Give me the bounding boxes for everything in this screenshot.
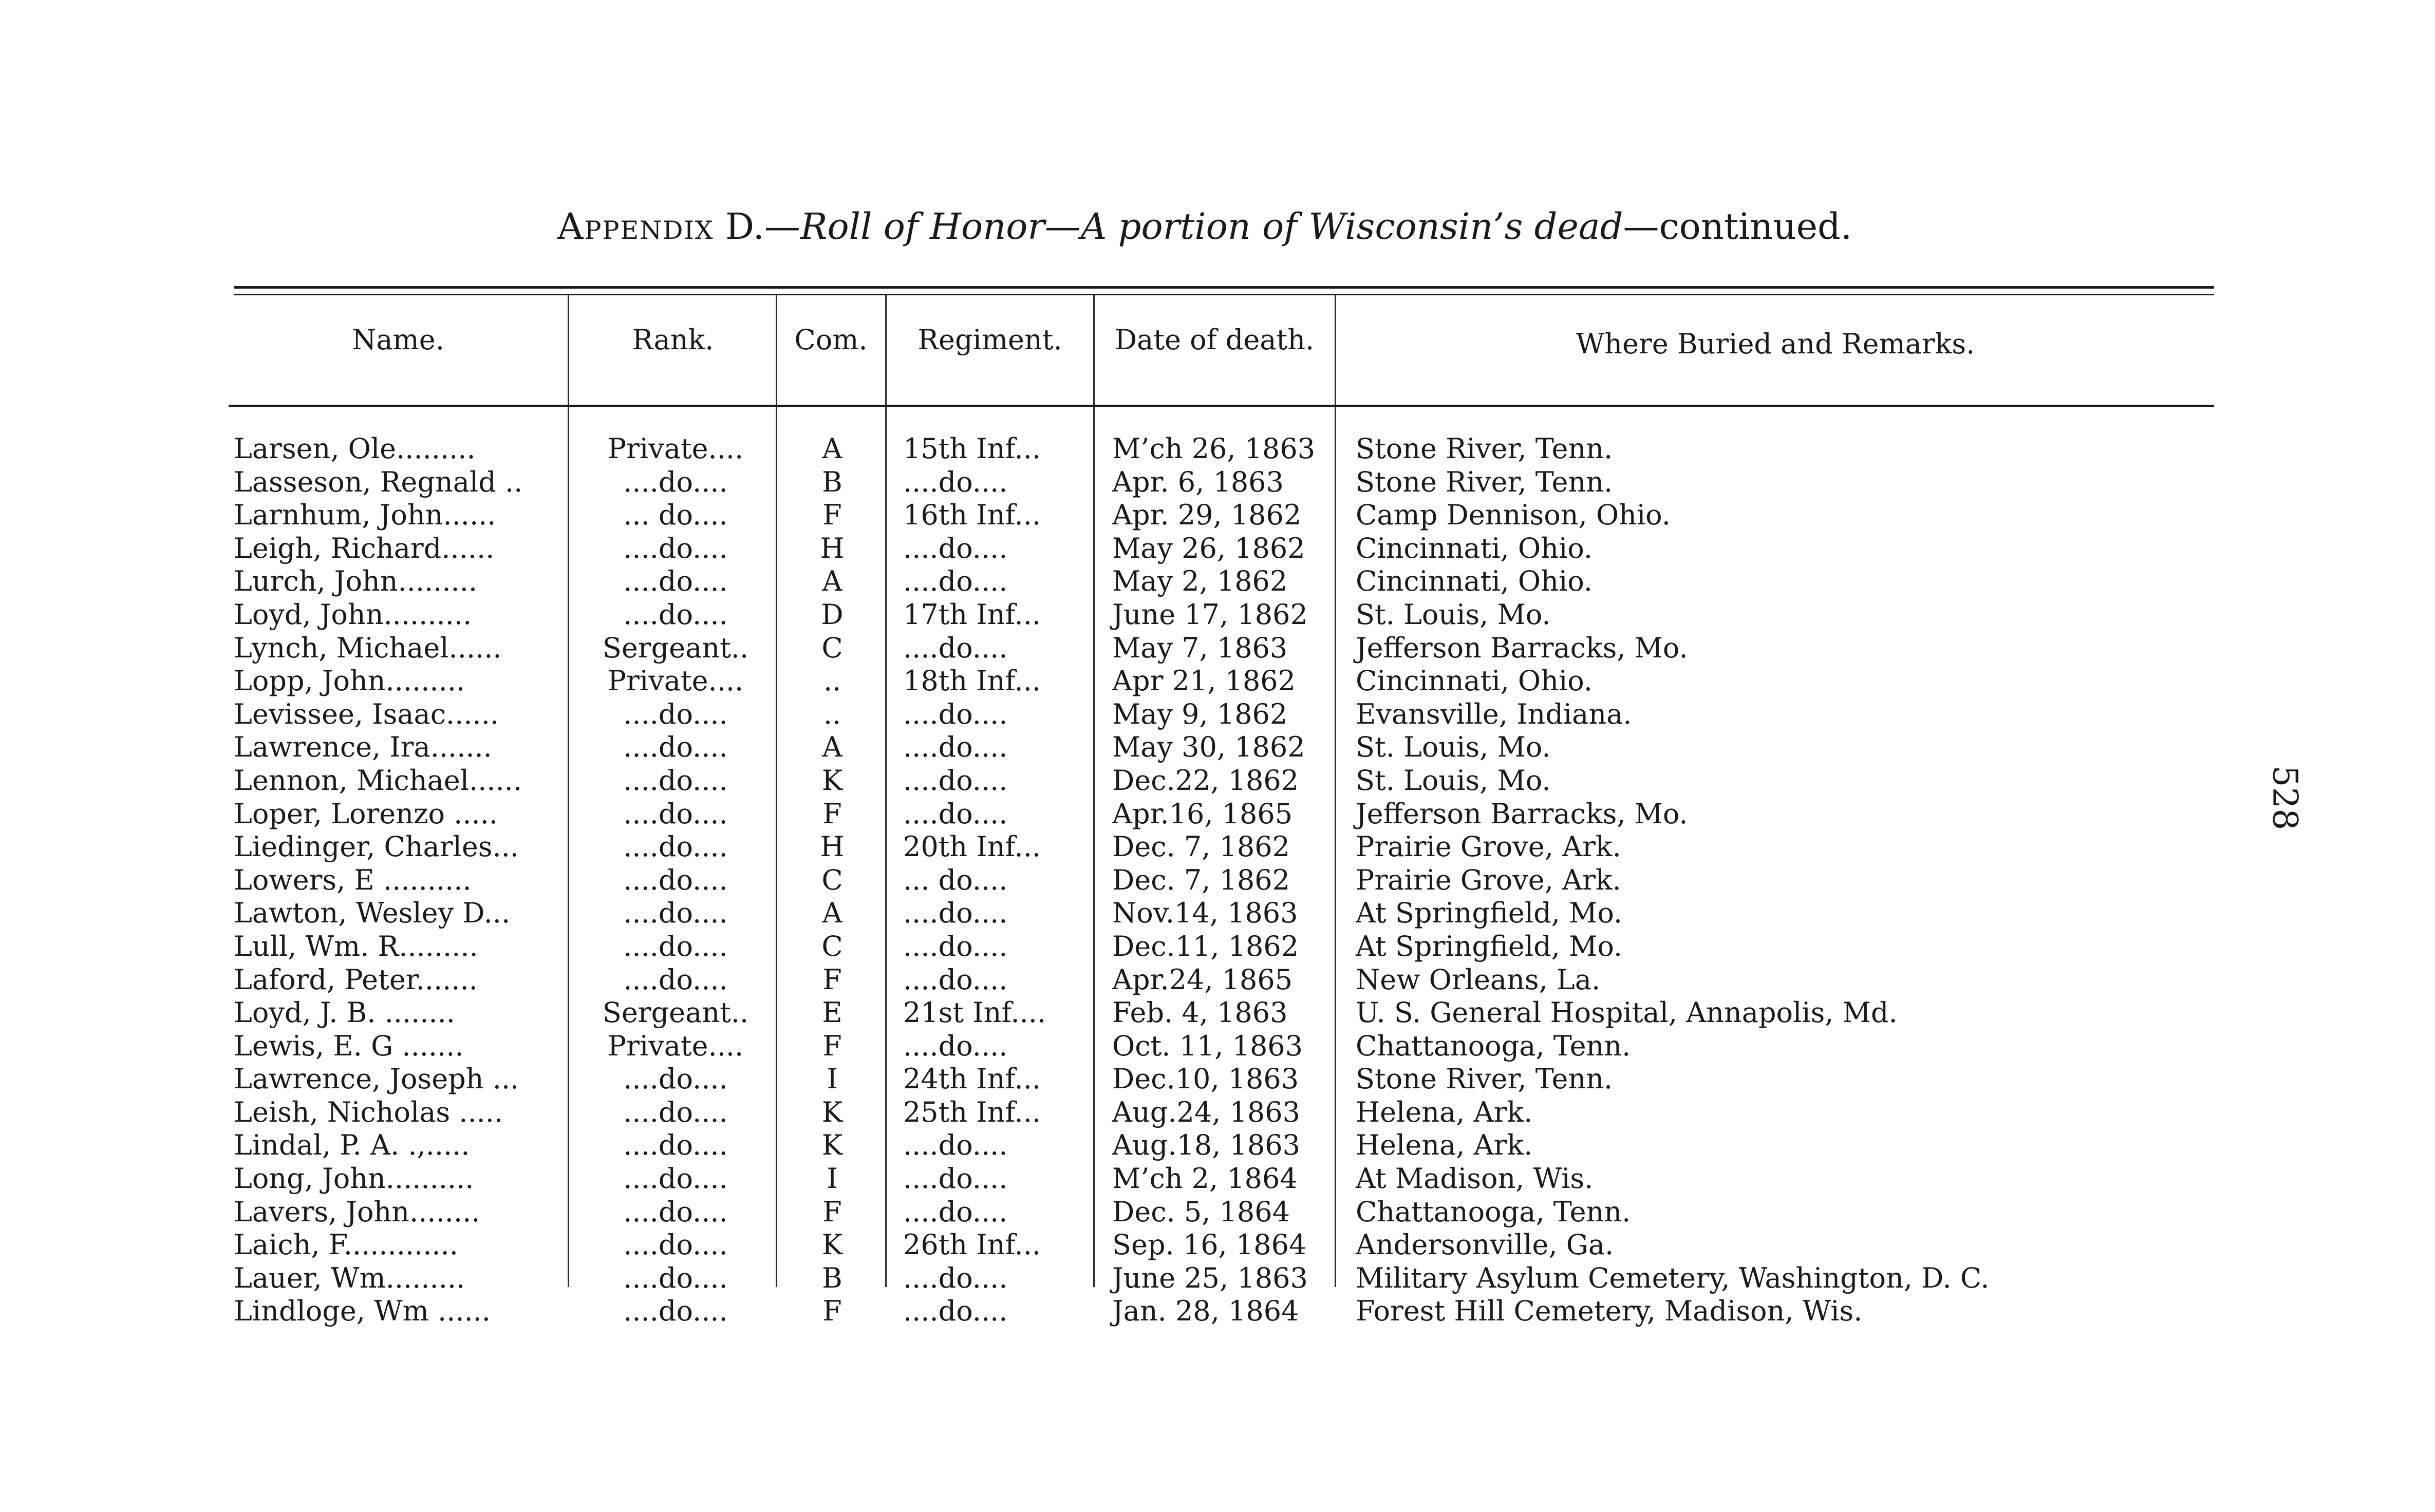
company-cell: A <box>822 897 842 930</box>
table-row <box>0 565 2435 598</box>
company-cell: F <box>822 963 842 996</box>
title-prefix: Appendix <box>557 205 714 248</box>
company-cell: H <box>820 830 845 863</box>
rank-cell: ....do.... <box>623 1129 728 1162</box>
rank-cell: ....do.... <box>623 465 728 498</box>
burial-place-cell: St. Louis, Mo. <box>1356 598 1551 631</box>
date-of-death-cell: M’ch 26, 1863 <box>1112 432 1316 465</box>
regiment-cell: 26th Inf... <box>903 1228 1041 1261</box>
name-cell: Laford, Peter....... <box>234 963 478 996</box>
name-cell: Lindal, P. A. .,..... <box>234 1129 470 1162</box>
burial-place-cell: Jefferson Barracks, Mo. <box>1356 631 1688 664</box>
company-cell: B <box>822 1261 842 1294</box>
regiment-cell: ....do.... <box>903 1295 1008 1328</box>
regiment-cell: ....do.... <box>903 930 1008 962</box>
company-cell: .. <box>823 665 841 697</box>
name-cell: Lull, Wm. R......... <box>234 930 478 962</box>
date-of-death-cell: Dec. 5, 1864 <box>1112 1195 1290 1228</box>
table-row <box>0 1295 2435 1328</box>
header-rank: Rank. <box>632 324 714 356</box>
rank-cell: ....do.... <box>623 1295 728 1328</box>
rank-cell: ....do.... <box>623 532 728 564</box>
table-row <box>0 598 2435 632</box>
burial-place-cell: Helena, Ark. <box>1356 1129 1533 1162</box>
rank-cell: Sergeant.. <box>602 996 749 1029</box>
company-cell: C <box>821 930 843 962</box>
name-cell: Loper, Lorenzo ..... <box>234 797 498 830</box>
table-row <box>0 731 2435 764</box>
company-cell: F <box>822 1195 842 1228</box>
name-cell: Loyd, John.......... <box>234 598 472 631</box>
company-cell: E <box>822 996 842 1029</box>
page-title <box>557 205 1852 248</box>
name-cell: Lawrence, Joseph ... <box>234 1063 519 1095</box>
date-of-death-cell: Jan. 28, 1864 <box>1112 1295 1299 1328</box>
regiment-cell: 25th Inf... <box>903 1095 1041 1128</box>
burial-place-cell: At Springfield, Mo. <box>1356 930 1623 962</box>
date-of-death-cell: Apr. 29, 1862 <box>1112 499 1302 532</box>
regiment-cell: ....do.... <box>903 1029 1008 1062</box>
company-cell: F <box>822 1029 842 1062</box>
regiment-cell: 21st Inf.... <box>903 996 1046 1029</box>
company-cell: H <box>820 532 845 564</box>
table-row <box>0 963 2435 997</box>
top-rule-thin <box>234 294 2214 295</box>
date-of-death-cell: June 25, 1863 <box>1112 1261 1308 1294</box>
burial-place-cell: Prairie Grove, Ark. <box>1356 830 1621 863</box>
date-of-death-cell: Dec. 7, 1862 <box>1112 830 1290 863</box>
table-row <box>0 897 2435 930</box>
table-row <box>0 1262 2435 1295</box>
name-cell: Lawton, Wesley D... <box>234 897 511 930</box>
company-cell: D <box>821 598 844 631</box>
title-suffix: —continued. <box>1623 205 1852 248</box>
table-row <box>0 996 2435 1030</box>
name-cell: Lowers, E .......... <box>234 863 472 896</box>
rank-cell: Sergeant.. <box>602 631 749 664</box>
header-where: Where Buried and Remarks. <box>1576 328 1975 360</box>
rank-cell: ....do.... <box>623 1228 728 1261</box>
title-italic: Roll of Honor—A portion of Wisconsin’s dead <box>800 205 1623 248</box>
company-cell: A <box>822 731 842 764</box>
name-cell: Liedinger, Charles... <box>234 830 519 863</box>
burial-place-cell: Stone River, Tenn. <box>1356 432 1613 465</box>
regiment-cell: 24th Inf... <box>903 1063 1041 1095</box>
title-letter: D.— <box>725 205 800 248</box>
regiment-cell: ....do.... <box>903 963 1008 996</box>
table-row <box>0 1162 2435 1196</box>
date-of-death-cell: Apr 21, 1862 <box>1112 665 1296 697</box>
company-cell: I <box>827 1063 838 1095</box>
date-of-death-cell: Dec.11, 1862 <box>1112 930 1299 962</box>
burial-place-cell: At Madison, Wis. <box>1356 1162 1594 1195</box>
table-row <box>0 1030 2435 1063</box>
date-of-death-cell: Sep. 16, 1864 <box>1112 1228 1307 1261</box>
name-cell: Laich, F............. <box>234 1228 458 1261</box>
roll-table-body <box>0 432 2435 1328</box>
regiment-cell: 18th Inf... <box>903 665 1041 697</box>
company-cell: .. <box>823 697 841 730</box>
regiment-cell: 17th Inf... <box>903 598 1041 631</box>
burial-place-cell: Evansville, Indiana. <box>1356 697 1632 730</box>
date-of-death-cell: M’ch 2, 1864 <box>1112 1162 1298 1195</box>
table-row <box>0 1196 2435 1229</box>
rank-cell: ....do.... <box>623 863 728 896</box>
table-row <box>0 1129 2435 1162</box>
rank-cell: ....do.... <box>623 1261 728 1294</box>
regiment-cell: ....do.... <box>903 731 1008 764</box>
regiment-cell: ....do.... <box>903 1195 1008 1228</box>
company-cell: K <box>821 1095 843 1128</box>
rank-cell: ....do.... <box>623 1095 728 1128</box>
date-of-death-cell: May 2, 1862 <box>1112 565 1288 598</box>
regiment-cell: ... do.... <box>903 863 1008 896</box>
company-cell: F <box>822 499 842 532</box>
regiment-cell: ....do.... <box>903 764 1008 797</box>
regiment-cell: ....do.... <box>903 697 1008 730</box>
rank-cell: ....do.... <box>623 830 728 863</box>
burial-place-cell: Chattanooga, Tenn. <box>1356 1195 1631 1228</box>
company-cell: A <box>822 432 842 465</box>
table-row <box>0 1096 2435 1129</box>
date-of-death-cell: Feb. 4, 1863 <box>1112 996 1288 1029</box>
name-cell: Larnhum, John...... <box>234 499 496 532</box>
rank-cell: ....do.... <box>623 897 728 930</box>
rank-cell: ....do.... <box>623 930 728 962</box>
company-cell: F <box>822 797 842 830</box>
rank-cell: ....do.... <box>623 963 728 996</box>
regiment-cell: 20th Inf... <box>903 830 1041 863</box>
name-cell: Lawrence, Ira....... <box>234 731 492 764</box>
burial-place-cell: Cincinnati, Ohio. <box>1356 665 1593 697</box>
name-cell: Larsen, Ole......... <box>234 432 476 465</box>
name-cell: Long, John.......... <box>234 1162 474 1195</box>
burial-place-cell: Stone River, Tenn. <box>1356 465 1613 498</box>
table-row <box>0 1063 2435 1096</box>
burial-place-cell: Cincinnati, Ohio. <box>1356 565 1593 598</box>
burial-place-cell: Forest Hill Cemetery, Madison, Wis. <box>1356 1295 1863 1328</box>
name-cell: Leish, Nicholas ..... <box>234 1095 503 1128</box>
name-cell: Leigh, Richard...... <box>234 532 495 564</box>
company-cell: C <box>821 631 843 664</box>
date-of-death-cell: June 17, 1862 <box>1112 598 1308 631</box>
regiment-cell: 15th Inf... <box>903 432 1041 465</box>
name-cell: Lavers, John........ <box>234 1195 480 1228</box>
burial-place-cell: St. Louis, Mo. <box>1356 731 1551 764</box>
table-row <box>0 532 2435 565</box>
burial-place-cell: Andersonville, Ga. <box>1356 1228 1614 1261</box>
table-row <box>0 632 2435 665</box>
company-cell: C <box>821 863 843 896</box>
rank-cell: ....do.... <box>623 797 728 830</box>
table-row <box>0 798 2435 831</box>
company-cell: A <box>822 565 842 598</box>
burial-place-cell: U. S. General Hospital, Annapolis, Md. <box>1356 996 1898 1029</box>
burial-place-cell: At Springfield, Mo. <box>1356 897 1623 930</box>
rank-cell: ....do.... <box>623 731 728 764</box>
name-cell: Lurch, John......... <box>234 565 478 598</box>
name-cell: Lennon, Michael...... <box>234 764 522 797</box>
table-row <box>0 1228 2435 1262</box>
regiment-cell: ....do.... <box>903 1129 1008 1162</box>
burial-place-cell: Chattanooga, Tenn. <box>1356 1029 1631 1062</box>
page-number: 528 <box>2265 765 2305 830</box>
date-of-death-cell: May 7, 1863 <box>1112 631 1288 664</box>
header-com: Com. <box>794 324 868 356</box>
date-of-death-cell: Nov.14, 1863 <box>1112 897 1298 930</box>
table-row <box>0 764 2435 798</box>
burial-place-cell: St. Louis, Mo. <box>1356 764 1551 797</box>
name-cell: Lindloge, Wm ...... <box>234 1295 491 1328</box>
rank-cell: ....do.... <box>623 565 728 598</box>
rank-cell: ....do.... <box>623 598 728 631</box>
date-of-death-cell: Apr.24, 1865 <box>1112 963 1293 996</box>
table-row <box>0 665 2435 698</box>
table-row <box>0 466 2435 499</box>
table-row <box>0 499 2435 532</box>
rank-cell: ....do.... <box>623 1162 728 1195</box>
date-of-death-cell: May 26, 1862 <box>1112 532 1305 564</box>
burial-place-cell: Stone River, Tenn. <box>1356 1063 1613 1095</box>
rank-cell: ....do.... <box>623 764 728 797</box>
name-cell: Lasseson, Regnald .. <box>234 465 523 498</box>
name-cell: Loyd, J. B. ........ <box>234 996 455 1029</box>
table-row <box>0 864 2435 897</box>
header-regiment: Regiment. <box>917 324 1062 356</box>
rank-cell: ....do.... <box>623 697 728 730</box>
burial-place-cell: Military Asylum Cemetery, Washington, D. C. <box>1356 1261 1990 1294</box>
header-rule <box>229 405 2214 407</box>
regiment-cell: ....do.... <box>903 532 1008 564</box>
table-row <box>0 830 2435 864</box>
regiment-cell: ....do.... <box>903 565 1008 598</box>
regiment-cell: 16th Inf... <box>903 499 1041 532</box>
date-of-death-cell: Aug.18, 1863 <box>1112 1129 1300 1162</box>
name-cell: Lopp, John......... <box>234 665 465 697</box>
header-name: Name. <box>352 324 444 356</box>
burial-place-cell: Camp Dennison, Ohio. <box>1356 499 1671 532</box>
company-cell: K <box>821 1228 843 1261</box>
burial-place-cell: New Orleans, La. <box>1356 963 1601 996</box>
table-row <box>0 698 2435 731</box>
rank-cell: Private.... <box>607 1029 744 1062</box>
company-cell: K <box>821 1129 843 1162</box>
date-of-death-cell: Oct. 11, 1863 <box>1112 1029 1303 1062</box>
name-cell: Lewis, E. G ....... <box>234 1029 464 1062</box>
regiment-cell: ....do.... <box>903 897 1008 930</box>
regiment-cell: ....do.... <box>903 1261 1008 1294</box>
burial-place-cell: Helena, Ark. <box>1356 1095 1533 1128</box>
name-cell: Levissee, Isaac...... <box>234 697 499 730</box>
regiment-cell: ....do.... <box>903 1162 1008 1195</box>
company-cell: B <box>822 465 842 498</box>
burial-place-cell: Prairie Grove, Ark. <box>1356 863 1621 896</box>
rank-cell: Private.... <box>607 665 744 697</box>
regiment-cell: ....do.... <box>903 797 1008 830</box>
name-cell: Lynch, Michael...... <box>234 631 502 664</box>
name-cell: Lauer, Wm......... <box>234 1261 465 1294</box>
rank-cell: Private.... <box>607 432 744 465</box>
header-date: Date of death. <box>1114 324 1315 356</box>
date-of-death-cell: May 9, 1862 <box>1112 697 1288 730</box>
company-cell: K <box>821 764 843 797</box>
date-of-death-cell: Dec. 7, 1862 <box>1112 863 1290 896</box>
date-of-death-cell: Apr. 6, 1863 <box>1112 465 1284 498</box>
rank-cell: ... do.... <box>623 499 728 532</box>
burial-place-cell: Jefferson Barracks, Mo. <box>1356 797 1688 830</box>
company-cell: I <box>827 1162 838 1195</box>
date-of-death-cell: Aug.24, 1863 <box>1112 1095 1300 1128</box>
regiment-cell: ....do.... <box>903 465 1008 498</box>
rank-cell: ....do.... <box>623 1195 728 1228</box>
rank-cell: ....do.... <box>623 1063 728 1095</box>
date-of-death-cell: Dec.22, 1862 <box>1112 764 1299 797</box>
date-of-death-cell: May 30, 1862 <box>1112 731 1305 764</box>
date-of-death-cell: Dec.10, 1863 <box>1112 1063 1299 1095</box>
date-of-death-cell: Apr.16, 1865 <box>1112 797 1293 830</box>
table-row <box>0 930 2435 963</box>
burial-place-cell: Cincinnati, Ohio. <box>1356 532 1593 564</box>
regiment-cell: ....do.... <box>903 631 1008 664</box>
company-cell: F <box>822 1295 842 1328</box>
top-rule <box>234 286 2214 289</box>
table-row <box>0 432 2435 466</box>
